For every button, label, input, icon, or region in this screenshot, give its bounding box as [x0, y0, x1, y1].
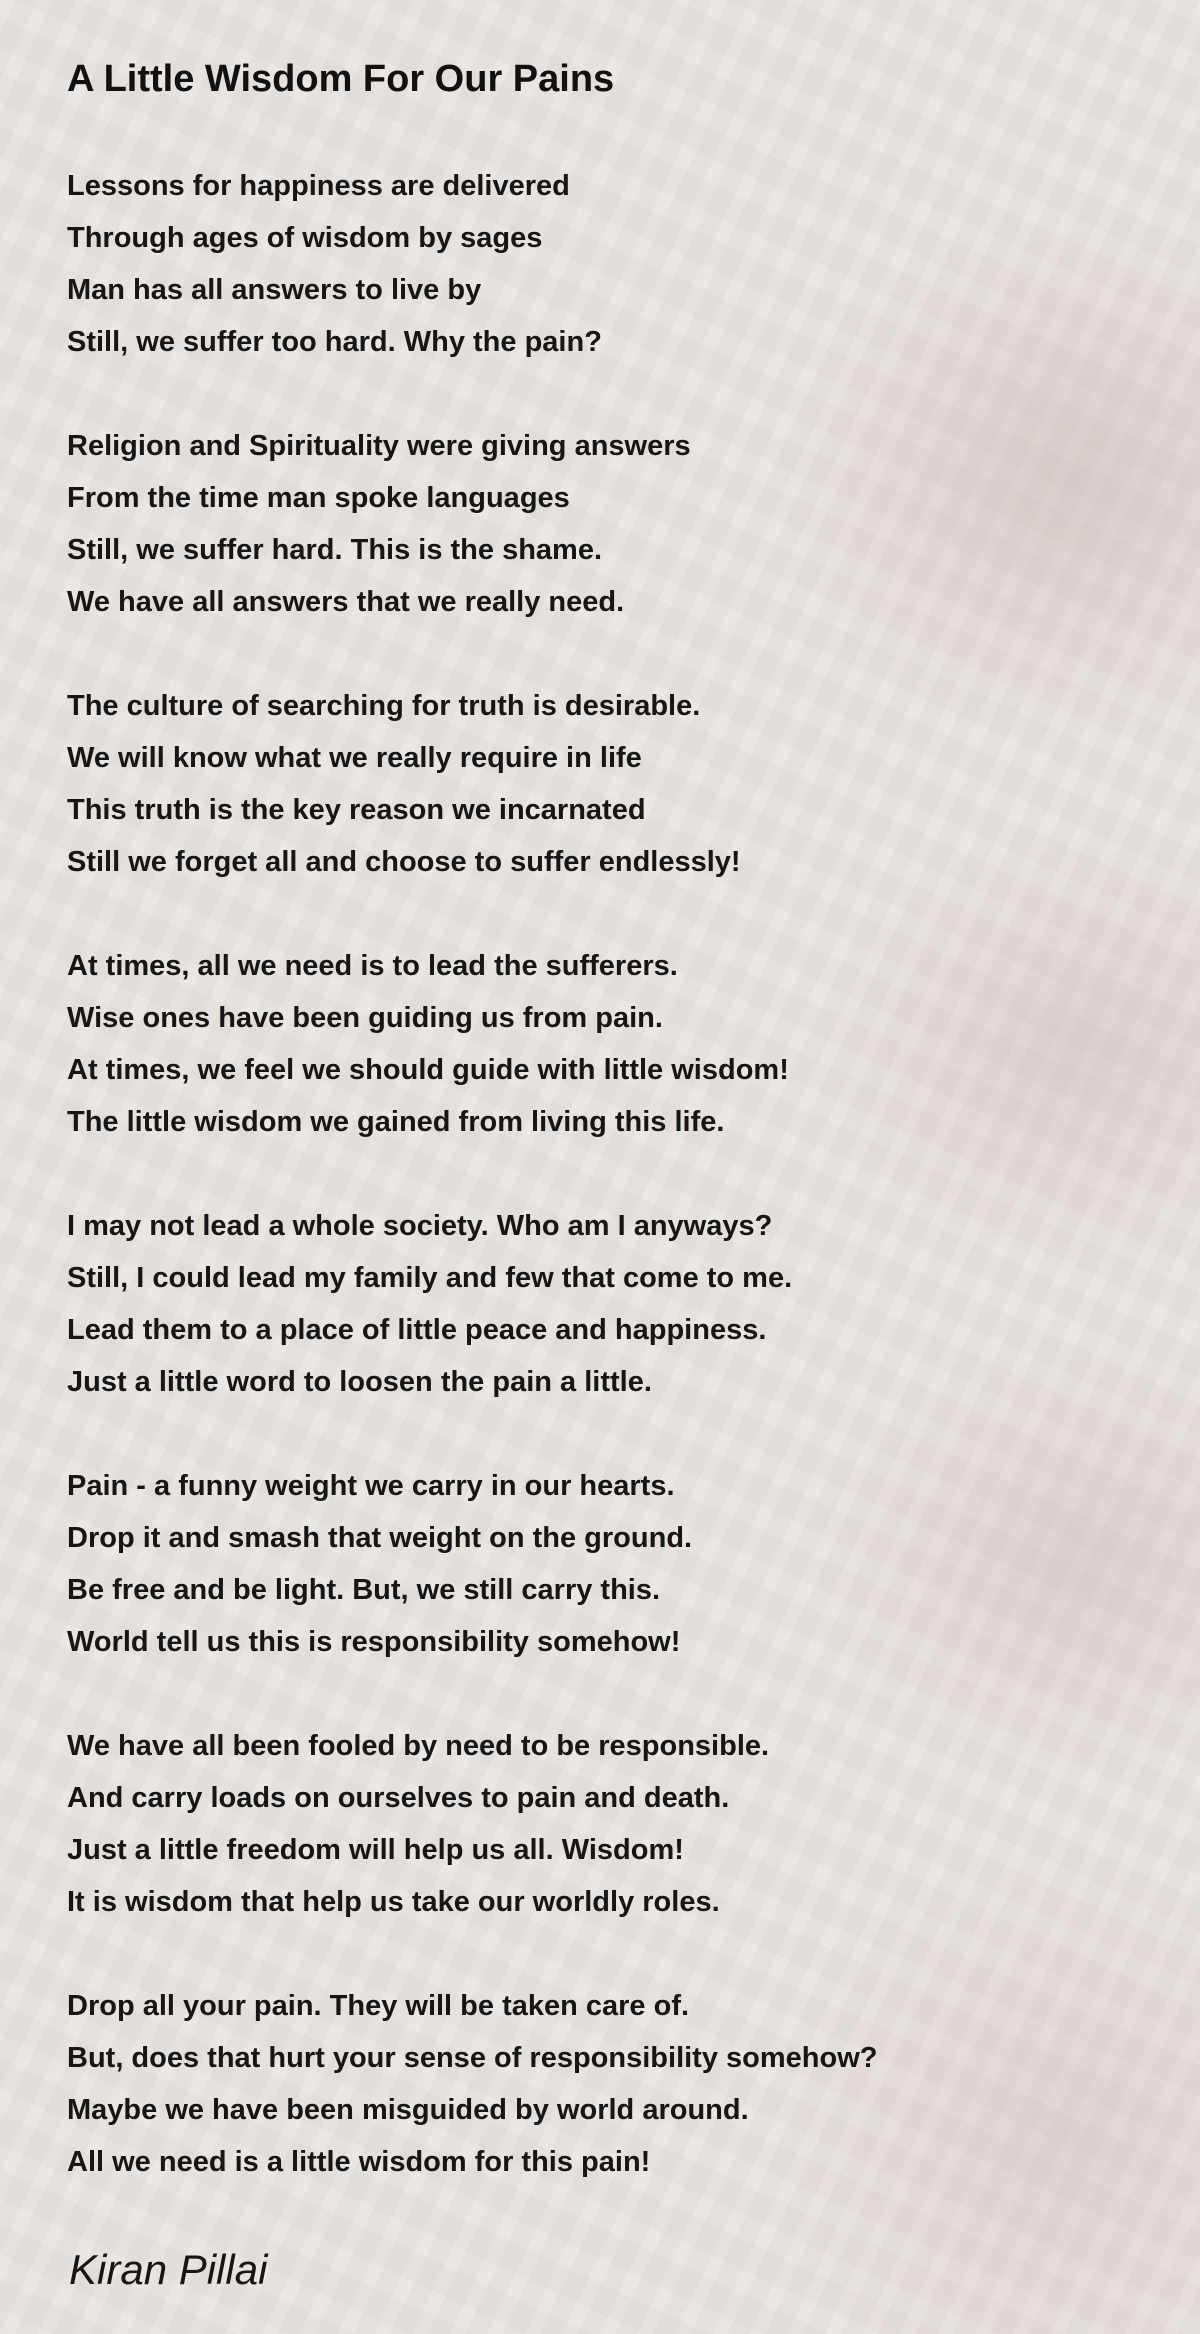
poem-line: Drop all your pain. They will be taken care of. — [67, 1990, 690, 2022]
poem-line: I may not lead a whole society. Who am I anyways? — [67, 1210, 773, 1242]
poem-line: Lessons for happiness are delivered — [67, 170, 570, 202]
poem-line: Still, I could lead my family and few that come to me. — [67, 1262, 793, 1294]
poem-author: Kiran Pillai — [69, 2246, 268, 2293]
poem-title: A Little Wisdom For Our Pains — [67, 58, 615, 100]
poem-line: All we need is a little wisdom for this pain! — [67, 2146, 651, 2178]
poem-line: The culture of searching for truth is desirable. — [67, 690, 701, 722]
poem-line: Be free and be light. But, we still carry this. — [67, 1574, 661, 1606]
poem-line: At times, we feel we should guide with little wisdom! — [67, 1054, 789, 1086]
stanza-4 — [67, 940, 1147, 1148]
poem-body — [67, 160, 1147, 2188]
stanza-5 — [67, 1200, 1147, 1408]
poem-line: Maybe we have been misguided by world around. — [67, 2094, 749, 2126]
poem-line: World tell us this is responsibility somehow! — [67, 1626, 681, 1658]
stanza-6 — [67, 1460, 1147, 1668]
poem-line: Drop it and smash that weight on the ground. — [67, 1522, 693, 1554]
stanza-7 — [67, 1720, 1147, 1928]
poem-line: Still, we suffer too hard. Why the pain? — [67, 326, 602, 358]
poem-line: But, does that hurt your sense of responsibility somehow? — [67, 2042, 878, 2074]
poem-line: Pain - a funny weight we carry in our hearts. — [67, 1470, 675, 1502]
stanza-2 — [67, 420, 1147, 628]
poem-line: We have all answers that we really need. — [67, 586, 625, 618]
poem-line: And carry loads on ourselves to pain and death. — [67, 1782, 730, 1814]
poem-line: Still we forget all and choose to suffer endlessly! — [67, 846, 741, 878]
poem-line: Lead them to a place of little peace and happiness. — [67, 1314, 767, 1346]
poem-line: It is wisdom that help us take our worldly roles. — [67, 1886, 720, 1918]
poem-line: We have all been fooled by need to be responsible. — [67, 1730, 770, 1762]
poem-line: Wise ones have been guiding us from pain. — [67, 1002, 663, 1034]
poem-line: The little wisdom we gained from living this life. — [67, 1106, 725, 1138]
poem-line: Man has all answers to live by — [67, 274, 482, 306]
poem-page — [67, 48, 1147, 2300]
poem-line: Just a little word to loosen the pain a little. — [67, 1366, 652, 1398]
poem-line: We will know what we really require in life — [67, 742, 642, 774]
poem-line: This truth is the key reason we incarnated — [67, 794, 646, 826]
stanza-3 — [67, 680, 1147, 888]
poem-line: Still, we suffer hard. This is the shame. — [67, 534, 603, 566]
stanza-8 — [67, 1980, 1147, 2188]
poem-line: Just a little freedom will help us all. Wisdom! — [67, 1834, 684, 1866]
poem-line: Religion and Spirituality were giving answers — [67, 430, 691, 462]
stanza-1 — [67, 160, 1147, 368]
poem-line: At times, all we need is to lead the sufferers. — [67, 950, 678, 982]
poem-line: From the time man spoke languages — [67, 482, 570, 514]
poem-line: Through ages of wisdom by sages — [67, 222, 543, 254]
